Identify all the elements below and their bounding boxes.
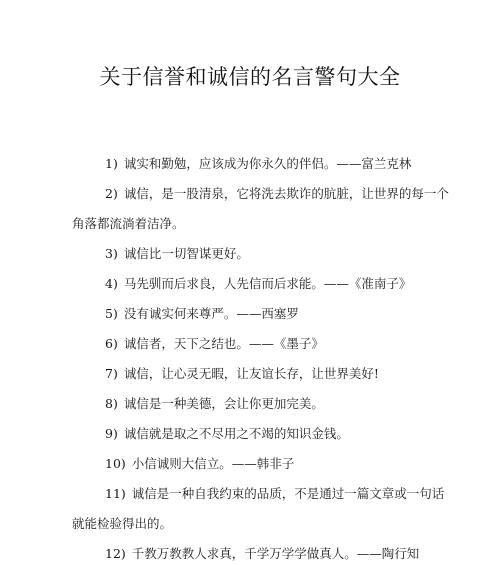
quote-number: 8) bbox=[105, 396, 118, 411]
quote-line bbox=[105, 336, 436, 352]
quote-line bbox=[105, 546, 436, 562]
quote-item bbox=[72, 366, 436, 382]
quote-text: 马先驯而后求良，人先信而后求能。——《准南子》 bbox=[123, 276, 412, 291]
quote-item bbox=[72, 186, 449, 232]
quote-number: 6) bbox=[105, 336, 118, 351]
quote-number: 7) bbox=[105, 366, 118, 381]
quote-item bbox=[72, 336, 436, 352]
quote-text: 诚信比一切智谋更好。 bbox=[123, 246, 249, 261]
quote-item bbox=[72, 276, 436, 292]
document-title: 关于信誉和诚信的名言警句大全 bbox=[99, 65, 401, 89]
quote-number: 5) bbox=[105, 306, 118, 321]
quote-item bbox=[72, 156, 436, 172]
quote-text: 诚信，是一股清泉，它将洗去欺诈的肮脏，让世界的每一个 bbox=[123, 186, 449, 201]
quote-text: 千教万教教人求真，千学万学学做真人。——陶行知 bbox=[131, 546, 420, 561]
quote-line bbox=[105, 396, 436, 412]
quote-line bbox=[105, 426, 436, 442]
quote-text: 诚信者，天下之结也。——《墨子》 bbox=[123, 336, 324, 351]
quote-item bbox=[72, 246, 436, 262]
quote-text: 没有诚实何来尊严。——西塞罗 bbox=[123, 306, 299, 321]
quote-item bbox=[72, 426, 436, 442]
quote-line bbox=[105, 486, 445, 502]
quote-text: 诚信，让心灵无暇，让友谊长存，让世界美好! bbox=[123, 366, 379, 381]
quote-number: 2) bbox=[105, 186, 118, 201]
quote-line bbox=[105, 456, 436, 472]
quote-text: 小信诚则大信立。——韩非子 bbox=[131, 456, 295, 471]
quote-item bbox=[72, 546, 436, 562]
quote-text-continued: 就能检验得出的。 bbox=[72, 516, 173, 531]
quote-number: 1) bbox=[105, 156, 118, 171]
quote-number: 3) bbox=[105, 246, 118, 261]
quote-line bbox=[105, 186, 449, 202]
quote-text: 诚实和勤勉，应该成为你永久的伴侣。——富兰克林 bbox=[123, 156, 412, 171]
quote-number: 10) bbox=[105, 456, 126, 471]
quote-number: 9) bbox=[105, 426, 118, 441]
quote-number: 4) bbox=[105, 276, 118, 291]
quote-text: 诚信是一种美德，会让你更加完美。 bbox=[123, 396, 324, 411]
quote-number: 12) bbox=[105, 546, 126, 561]
quote-line bbox=[105, 306, 436, 322]
quote-item bbox=[72, 306, 436, 322]
quote-line bbox=[105, 246, 436, 262]
quote-line bbox=[105, 276, 436, 292]
quote-item bbox=[72, 456, 436, 472]
quote-number: 11) bbox=[105, 486, 126, 501]
quote-line bbox=[105, 156, 436, 172]
quote-line bbox=[105, 366, 436, 382]
quote-item bbox=[72, 396, 436, 412]
quote-text-continued: 角落都流淌着洁净。 bbox=[72, 216, 185, 231]
quote-text: 诚信就是取之不尽用之不竭的知识金钱。 bbox=[123, 426, 349, 441]
quote-item bbox=[72, 486, 445, 532]
quote-list bbox=[72, 156, 449, 562]
quote-text: 诚信是一种自我约束的品质，不是通过一篇文章或一句话 bbox=[131, 486, 445, 501]
